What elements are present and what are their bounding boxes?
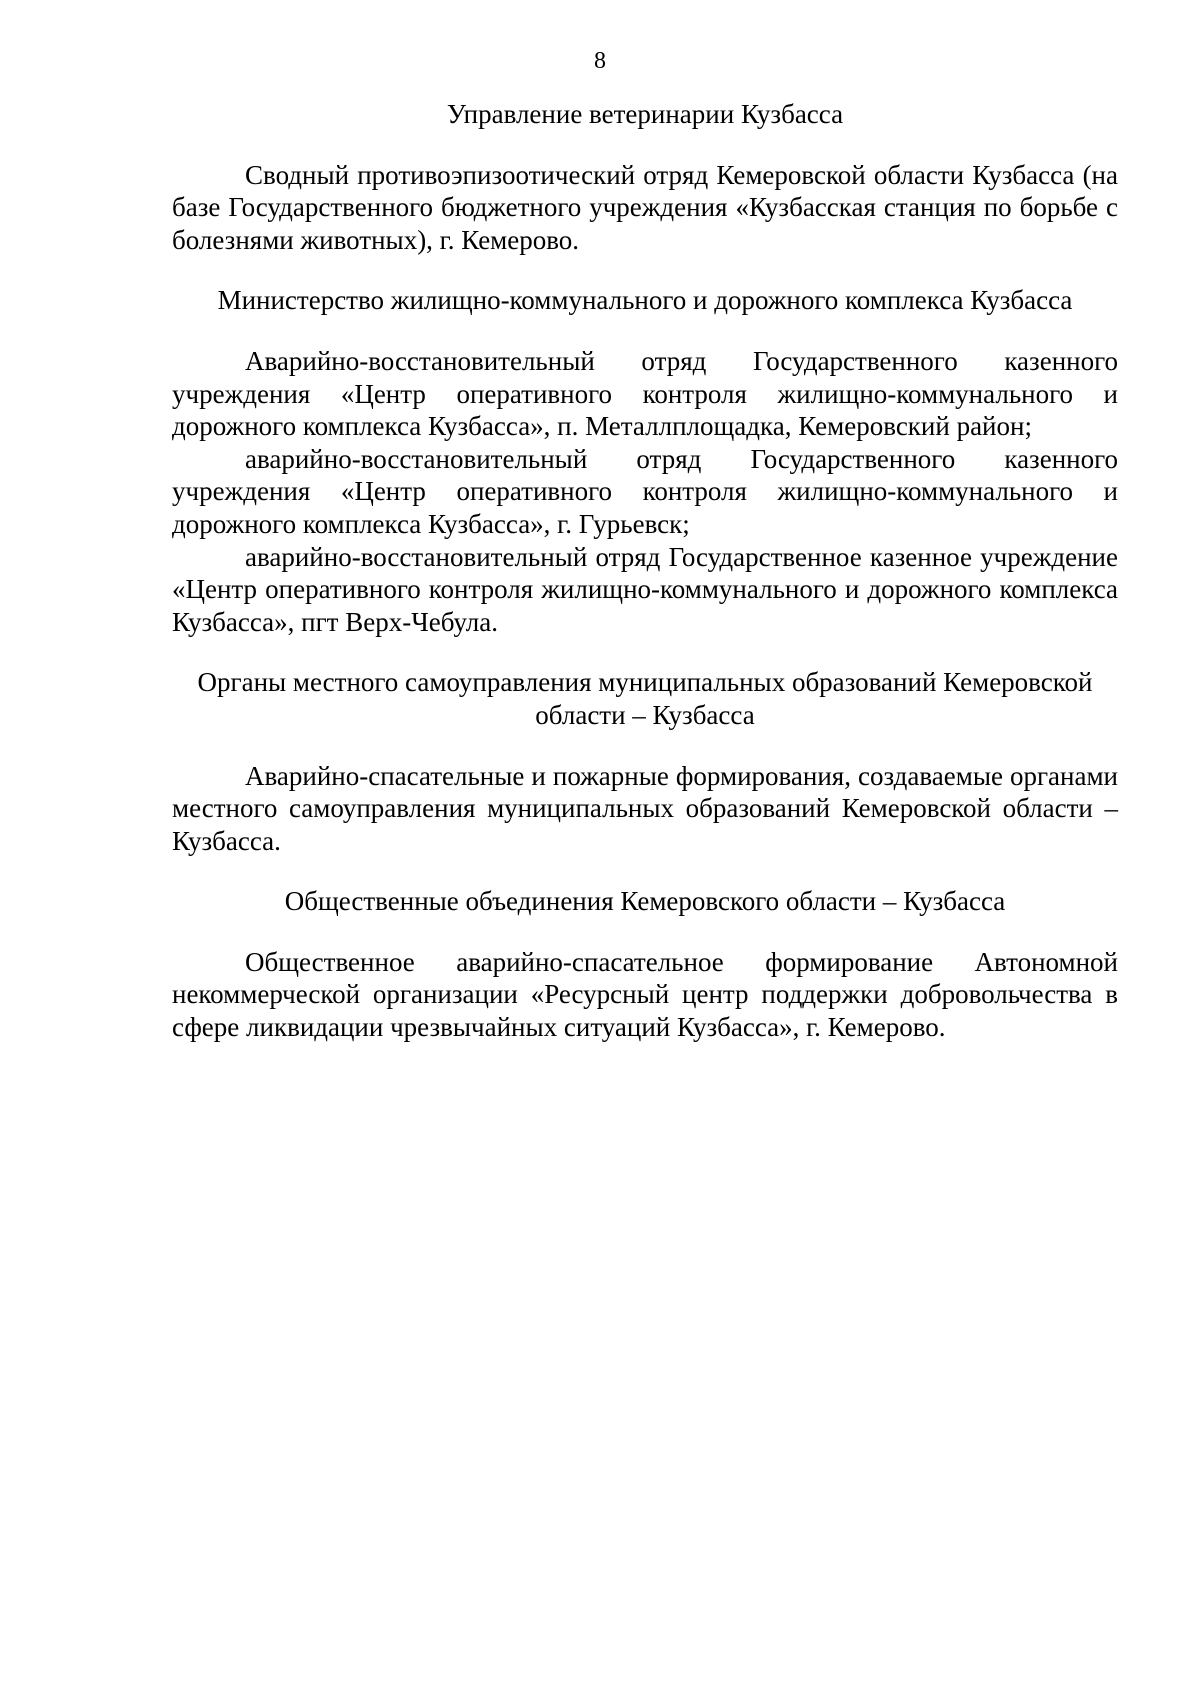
paragraph-veterinary-unit: Сводный противоэпизоотический отряд Кемеровской области Кузбасса (на базе Государственного бюджетного учреждения «Кузбасская станция по борьбе с болезнями животных), г. Кемерово. — [172, 159, 1118, 255]
document-body — [172, 98, 1118, 1044]
section-heading-local-government: Органы местного самоуправления муниципальных образований Кемеровской области – Кузбасса — [197, 667, 1093, 730]
paragraph-local-rescue-formations: Аварийно-спасательные и пожарные формирования, создаваемые органами местного самоуправления муниципальных образований Кемеровской области – Кузбасса. — [172, 760, 1118, 856]
paragraph-recovery-unit-guryevsk: аварийно-восстановительный отряд Государственного казенного учреждения «Центр оперативного контроля жилищно-коммунального и дорожного комплекса Кузбасса», г. Гурьевск; — [172, 443, 1118, 539]
page-number: 8 — [594, 48, 606, 74]
section-heading-public-associations: Общественные объединения Кемеровского области – Кузбасса — [284, 886, 1006, 917]
paragraph-volunteer-rescue-formation: Общественное аварийно-спасательное формирование Автономной некоммерческой организации «Ресурсный центр поддержки добровольчества в сфере ликвидации чрезвычайных ситуаций Кузбасса», г. Кемерово. — [172, 946, 1118, 1043]
paragraph-recovery-unit-metallploshchadka: Аварийно-восстановительный отряд Государственного казенного учреждения «Центр оперативного контроля жилищно-коммунального и дорожного комплекса Кузбасса», п. Металлплощадка, Кемеровский район; — [172, 345, 1118, 442]
section-heading-veterinary: Управление ветеринарии Кузбасса — [446, 99, 844, 129]
paragraph-recovery-unit-verkh-chebula: аварийно-восстановительный отряд Государственное казенное учреждение «Центр оперативного контроля жилищно-коммунального и дорожного комплекса Кузбасса», пгт Верх-Чебула. — [172, 541, 1118, 637]
section-heading-housing-ministry: Министерство жилищно-коммунального и дорожного комплекса Кузбасса — [217, 285, 1073, 316]
